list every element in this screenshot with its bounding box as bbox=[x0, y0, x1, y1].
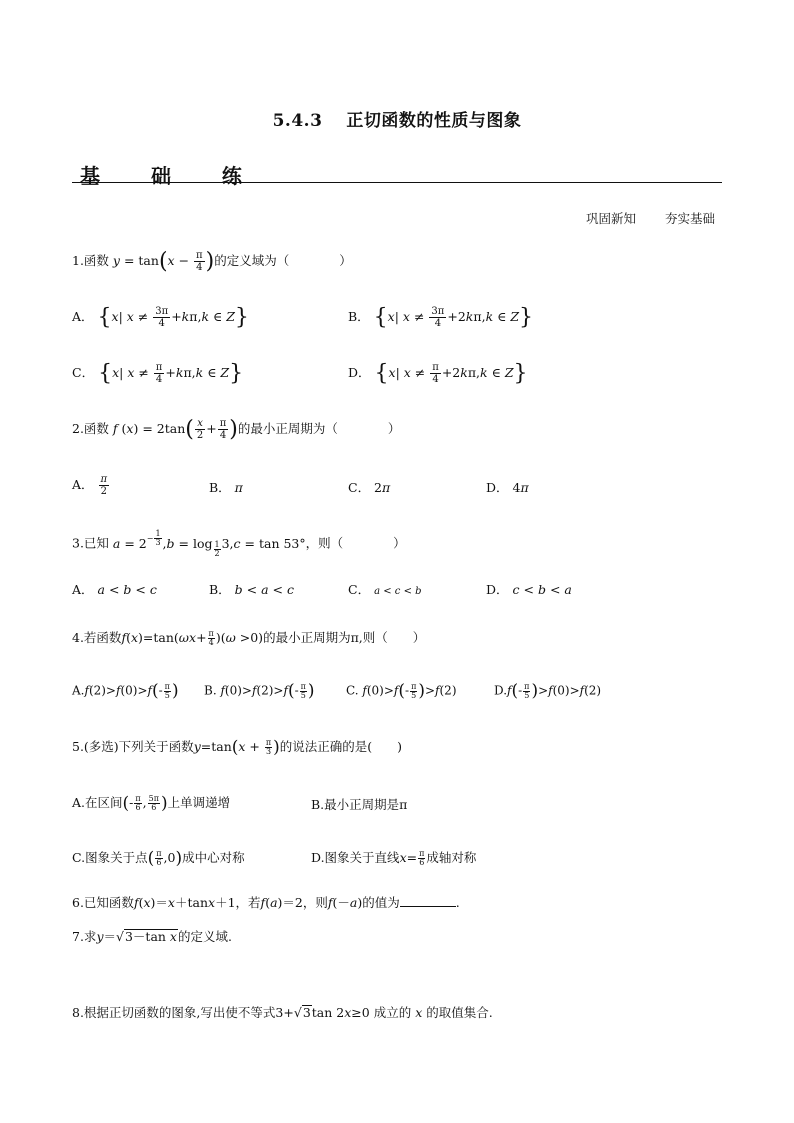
q5-option-a[interactable]: A.在区间(- $\frac{\pi}{6}$ , $\frac{5\pi}{6}$ )上单调递增 bbox=[72, 793, 231, 814]
q2-suffix: 的最小正周期为（ ） bbox=[237, 421, 401, 436]
q8-suffix2: 的取值集合. bbox=[426, 1005, 493, 1020]
q1-prefix: 1.函数 bbox=[72, 253, 109, 268]
section-rule bbox=[72, 182, 722, 183]
question-6: 6.已知函数f(x)＝x＋tanx＋1，若f(a)＝2，则f(－a)的值为 . bbox=[72, 895, 460, 910]
q4-option-a-label: A. bbox=[72, 683, 85, 698]
question-3 bbox=[72, 530, 406, 558]
q2-option-c[interactable]: C． 2π bbox=[348, 480, 391, 495]
title-number: 5.4.3 bbox=[272, 111, 323, 131]
q7-prefix: 7.求 bbox=[72, 929, 97, 944]
tag-foundation: 夯实基础 bbox=[665, 211, 716, 226]
q4-formula: f(x)=tan(ωx+ $\frac{\pi}{4}$ )(ω >0) bbox=[121, 629, 264, 647]
q2-option-b[interactable]: B． π bbox=[209, 480, 243, 495]
q2-option-d-label: D． bbox=[486, 480, 509, 495]
q3-option-a-label: A． bbox=[72, 582, 94, 597]
q5-prefix: 5.(多选)下列关于函数 bbox=[72, 739, 194, 754]
q5-option-b[interactable] bbox=[311, 795, 407, 813]
q7-suffix: 的定义域. bbox=[177, 929, 232, 944]
q6-answer-blank[interactable] bbox=[400, 894, 456, 907]
q1-option-c-label: C． bbox=[72, 365, 95, 380]
q8-prefix: 8.根据正切函数的图象,写出使不等式 bbox=[72, 1005, 276, 1020]
q1-option-a-label: A． bbox=[72, 309, 94, 324]
q4-option-c-label: C. bbox=[346, 683, 359, 698]
q4-option-d-label: D. bbox=[494, 683, 508, 698]
q3-option-c-label: C． bbox=[348, 582, 371, 597]
q2-option-d[interactable]: D． 4π bbox=[486, 480, 529, 495]
q5-option-b-text: B.最小正周期是π bbox=[311, 797, 408, 812]
q4-option-b[interactable]: B. f(0)>f(2)>f(- $\frac{\pi}{5}$ ) bbox=[204, 681, 315, 701]
q4-option-d[interactable]: D.f(- $\frac{\pi}{5}$ )>f(0)>f(2) bbox=[494, 681, 602, 701]
q4-option-c[interactable]: C. f(0)>f(- $\frac{\pi}{5}$ )>f(2) bbox=[346, 681, 457, 701]
q4-suffix: 的最小正周期为π,则（ ） bbox=[263, 630, 426, 645]
q1-option-b[interactable]: B． {x| x ≠ $\frac{3\pi}{4}$ +2kπ,k ∈ Z} bbox=[348, 305, 534, 330]
q5-option-c-prefix: C.图象关于点 bbox=[72, 850, 148, 865]
q1-formula: y = tan(x − $\frac{\pi}{4}$ ) bbox=[112, 249, 215, 274]
q5-option-a-suffix: 上单调递增 bbox=[167, 795, 231, 810]
section-heading: 基 础 练 bbox=[80, 164, 264, 188]
q1-option-b-label: B． bbox=[348, 309, 370, 324]
q5-option-d[interactable]: D.图象关于直线x= $\frac{\pi}{6}$ 成轴对称 bbox=[311, 849, 477, 867]
q3-option-c[interactable]: C． a < c < b bbox=[348, 582, 422, 597]
q4-option-b-label: B. bbox=[204, 683, 217, 698]
question-8: 8.根据正切函数的图象,写出使不等式3+√3tan 2x≥0 成立的 x 的取值集合. bbox=[72, 1005, 493, 1020]
q3-option-b[interactable]: B． b < a < c bbox=[209, 582, 294, 597]
q1-option-d[interactable]: D． {x| x ≠ $\frac{\pi}{4}$ +2kπ,k ∈ Z} bbox=[348, 361, 528, 386]
question-2 bbox=[72, 417, 400, 442]
q1-suffix: 的定义域为（ ） bbox=[214, 253, 352, 268]
question-5 bbox=[72, 737, 402, 758]
q6-prefix: 6.已知函数 bbox=[72, 895, 134, 910]
q2-option-b-label: B． bbox=[209, 480, 231, 495]
question-7: 7.求y＝√3－tan x的定义域. bbox=[72, 929, 232, 944]
q5-option-c[interactable]: C.图象关于点( $\frac{\pi}{6}$ ,0)成中心对称 bbox=[72, 848, 245, 869]
page-title bbox=[0, 106, 794, 131]
q2-prefix: 2.函数 bbox=[72, 421, 109, 436]
q3-option-a[interactable]: A． a < b < c bbox=[72, 582, 157, 597]
q2-option-c-label: C． bbox=[348, 480, 371, 495]
q1-option-c[interactable]: C． {x| x ≠ $\frac{\pi}{4}$ +kπ,k ∈ Z} bbox=[72, 361, 244, 386]
q5-option-d-prefix: D.图象关于直线 bbox=[311, 850, 400, 865]
q1-option-d-label: D． bbox=[348, 365, 371, 380]
q2-formula: f (x) = 2tan( $\frac{x}{2}$ + $\frac{\pi}{4}$ ) bbox=[112, 417, 238, 442]
q3-suffix: ，则（ ） bbox=[305, 535, 406, 551]
q4-prefix: 4.若函数 bbox=[72, 630, 122, 645]
tag-consolidate: 巩固新知 bbox=[586, 211, 637, 226]
q3-option-d[interactable]: D． c < b < a bbox=[486, 582, 572, 597]
q5-option-a-prefix: A.在区间 bbox=[72, 795, 123, 810]
q5-formula: y=tan(x + $\frac{\pi}{3}$ ) bbox=[193, 737, 280, 758]
q3-prefix: 3.已知 bbox=[72, 535, 109, 551]
q6-mid2: ，则 bbox=[302, 895, 328, 910]
q1-option-a[interactable]: A． {x| x ≠ $\frac{3\pi}{4}$ +kπ,k ∈ Z} bbox=[72, 305, 249, 330]
q6-suffix: 的值为 bbox=[362, 895, 400, 910]
title-text: 正切函数的性质与图象 bbox=[346, 111, 522, 131]
q5-option-d-suffix: 成轴对称 bbox=[426, 850, 477, 865]
q2-option-a[interactable]: A． $\frac{\pi}{2}$ bbox=[72, 474, 108, 497]
q5-option-c-suffix: 成中心对称 bbox=[182, 850, 245, 865]
question-4 bbox=[72, 628, 425, 647]
q6-mid: ，若 bbox=[235, 895, 261, 910]
q6-end: . bbox=[455, 895, 460, 910]
q4-option-a[interactable]: A.f(2)>f(0)>f(- $\frac{\pi}{5}$ ) bbox=[72, 681, 179, 701]
question-1 bbox=[72, 249, 352, 274]
q3-option-b-label: B． bbox=[209, 582, 231, 597]
q3-formula: $a = 2^{- \frac{1}{3}}$ ,b = log $_{\frac{1}{2}}$ 3,c = tan 53° bbox=[112, 529, 306, 558]
q5-suffix: 的说法正确的是( ) bbox=[279, 739, 403, 754]
q3-option-d-label: D． bbox=[486, 582, 509, 597]
q8-suffix: 成立的 bbox=[373, 1005, 412, 1020]
q2-option-a-label: A． bbox=[72, 477, 94, 492]
